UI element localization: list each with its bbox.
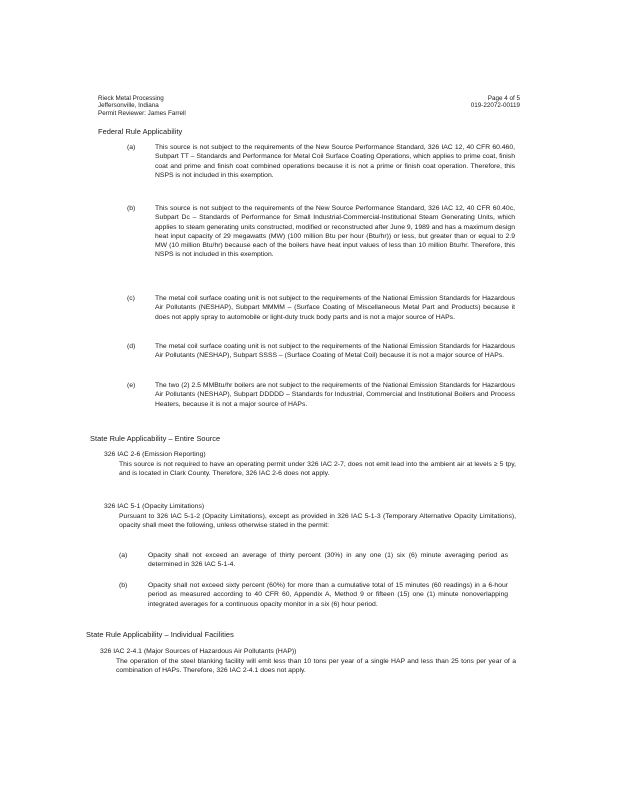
header-company: Rieck Metal Processing	[98, 95, 164, 102]
opacity-item-label: (b)	[119, 582, 128, 589]
opacity-item-text: Opacity shall not exceed sixty percent (60%) for more than a cumulative total of 15 minutes (60 readings) in a 6-hour period as measured according to 40 CFR 60, Appendix A, Method 9 or fifteen (15) one (1) minute nonoverlapping integrated averages for a continuous opacity monitor in a six (6) hour period.	[148, 582, 508, 608]
federal-item-label: (d)	[127, 343, 136, 350]
rule-text: Pursuant to 326 IAC 5-1-2 (Opacity Limitations), except as provided in 326 IAC 5-1-3 (Temporary Alternative Opacity Limitations), opacity shall meet the following, unless otherwise stated in the permit:	[119, 513, 516, 530]
header-page-number: Page 4 of 5	[487, 95, 520, 102]
federal-item-label: (b)	[127, 205, 136, 212]
opacity-item-text: Opacity shall not exceed an average of thirty percent (30%) in any one (1) six (6) minute averaging period as determined in 326 IAC 5-1-4.	[148, 552, 508, 569]
federal-item-label: (c)	[127, 295, 135, 302]
federal-item-text: The two (2) 2.5 MMBtu/hr boilers are not subject to the requirements of the National Emission Standards for Hazardous Air Pollutants (NESHAP), Subpart DDDDD – Standards for Industrial, Commercial and Institutional Boilers and Process Heaters, because it is not a major source of HAPs.	[155, 382, 515, 408]
federal-item-text: The metal coil surface coating unit is not subject to the requirements of the National Emission Standards for Hazardous Air Pollutants (NESHAP), Subpart MMMM – (Surface Coating of Miscellaneous Metal Part and Products) because it does not apply spray to automobile or light-duty truck body parts and is not a major source of HAPs.	[155, 295, 515, 321]
rule-title: 326 IAC 2-6 (Emission Reporting)	[104, 451, 206, 458]
header-permit-number: 019-22072-00119	[470, 102, 520, 110]
federal-item-label: (e)	[127, 382, 136, 389]
federal-item-text: This source is not subject to the requirements of the New Source Performance Standard, 326 IAC 12, 40 CFR 60.460, Subpart TT – Standards and Performance for Metal Coil Surface Coating Operations, which applies to prime coat, finish coat and prime and finish coat combined operations because it is not a prime or finish coat operation. Therefore, this NSPS is not included in this exemption.	[155, 144, 515, 179]
federal-item-label: (a)	[127, 144, 136, 151]
opacity-item-label: (a)	[119, 552, 128, 559]
federal-heading: Federal Rule Applicability	[98, 127, 183, 136]
rule-title: 326 IAC 2-4.1 (Major Sources of Hazardous Air Pollutants (HAP))	[100, 648, 297, 655]
state-individual-heading: State Rule Applicability – Individual Facilities	[86, 630, 234, 639]
header-reviewer: Permit Reviewer: James Farrell	[98, 109, 186, 117]
state-entire-heading: State Rule Applicability – Entire Source	[90, 434, 221, 443]
header-location: Jeffersonville, Indiana	[98, 102, 159, 110]
rule-title: 326 IAC 5-1 (Opacity Limitations)	[104, 503, 205, 510]
header-left	[98, 95, 186, 117]
rule-text: This source is not required to have an operating permit under 326 IAC 2-7, does not emit lead into the ambient air at levels ≥ 5 tpy, and is located in Clark County. Therefore, 326 IAC 2-6 does not apply.	[119, 461, 516, 478]
federal-item-text: The metal coil surface coating unit is not subject to the requirements of the National Emission Standards for Hazardous Air Pollutants (NESHAP), Subpart SSSS – (Surface Coating of Metal Coil) because it is not a major source of HAPs.	[155, 343, 515, 360]
federal-item-text: This source is not subject to the requirements of the New Source Performance Standard, 326 IAC 12, 40 CFR 60.40c, Subpart Dc – Standards of Performance for Small Industrial-Commercial-Institutional Steam Generating Units, which applies to steam generating units constructed, modified or reconstructed after June 9, 1989 and has a maximum design heat input capacity of 29 megawatts (MW) (100 million Btu per hour (Btu/hr)) or less, but greater than or equal to 2.9 MW (10 million Btu/hr) because each of the boilers have heat input values of less than 10 million Btu/hr. Therefore, this NSPS is not included in this exemption.	[155, 205, 515, 259]
rule-text: The operation of the steel blanking facility will emit less than 10 tons per year of a single HAP and less than 25 tons per year of a combination of HAPs. Therefore, 326 IAC 2-4.1 does not apply.	[116, 658, 516, 675]
